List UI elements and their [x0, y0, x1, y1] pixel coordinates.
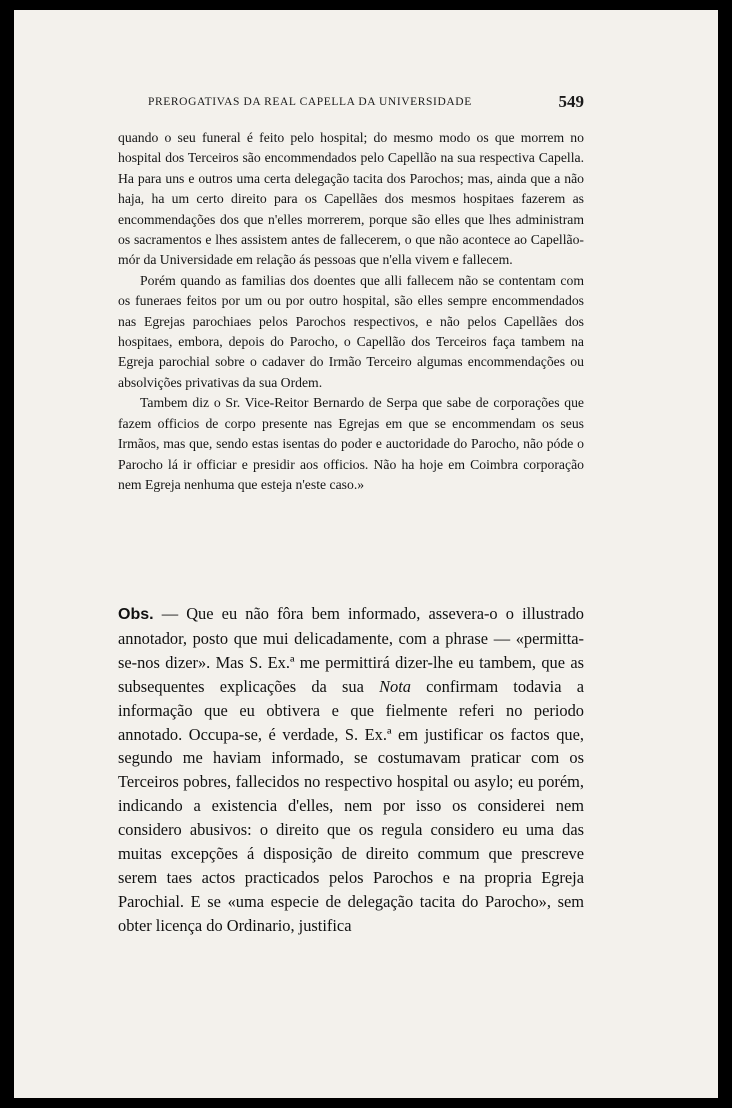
page-header: [118, 92, 584, 114]
observation-paragraph: [118, 602, 584, 938]
quoted-note: [118, 128, 584, 495]
page-number: 549: [558, 92, 584, 111]
observation-section: [118, 602, 584, 938]
book-page: [14, 10, 718, 1098]
quote-paragraph-1: quando o seu funeral é feito pelo hospital; do mesmo modo os que morrem no hospital dos Terceiros são encommendados pelo Capellão na sua respectiva Capella. Ha para uns e outros uma certa delegação tacita dos Parochos; mas, ainda que a não haja, ha um certo direito para os Capellães dos mesmos hospitaes fazerem as encommendações dos que n'elles morrerem, porque são elles que lhes administram os sacramentos e lhes assistem antes de fallecerem, o que não acontece ao Capellão-mór da Universidade em relação ás pessoas que n'ella vivem e fallecem.: [118, 130, 584, 268]
obs-italic-nota: Nota: [379, 676, 411, 696]
running-head: PREROGATIVAS DA REAL CAPELLA DA UNIVERSIDADE: [148, 96, 472, 108]
obs-text-part-2: confirmam todavia a informação que eu obtivera e que fielmente referi no periodo annotado. Occupa-se, é verdade, S. Ex.ª em justificar os factos que, segundo me haviam informado, se costumavam praticar com os Terceiros pobres, fallecidos no respectivo hospital ou asylo; eu porém, indicando a existencia d'elles, nem por isso os considerei nem considero abusivos: o direito que os regula considero eu uma das muitas excepções á disposição de direito commum que prescreve serem taes actos practicados pelos Parochos e na propria Egreja Parochial. E se «uma especie de delegação tacita do Parocho», sem obter licença do Ordinario, justifica: [118, 676, 584, 935]
quote-paragraph-3: Tambem diz o Sr. Vice-Reitor Bernardo de Serpa que sabe de corporações que fazem officios de corpo presente nas Egrejas em que se encommendam os seus Irmãos, mas que, sendo estas isentas do poder e auctoridade do Parocho, não póde o Parocho lá ir officiar e presidir aos officios. Não ha hoje em Coimbra corporação nem Egreja nenhuma que esteja n'este caso.»: [118, 395, 584, 492]
obs-label: Obs.: [118, 606, 154, 623]
obs-text-part-1: — Que eu não fôra bem informado, assevera-o o illustrado annotador, posto que mui delicadamente, com a phrase — «permitta-se-nos dizer». Mas S. Ex.ª me permittirá dizer-lhe eu tambem, que as subsequentes explicações da sua: [118, 604, 584, 696]
quote-paragraph-2: Porém quando as familias dos doentes que alli fallecem não se contentam com os funeraes feitos por um ou por outro hospital, são elles sempre encommendados nas Egrejas parochiaes pelos Parochos respectivos, e não pelos Capellães dos hospitaes, embora, depois do Parocho, o Capellão dos Terceiros faça tambem na Egreja parochial sobre o cadaver do Irmão Terceiro algumas encommendações ou absolvições privativas da sua Ordem.: [118, 272, 584, 390]
